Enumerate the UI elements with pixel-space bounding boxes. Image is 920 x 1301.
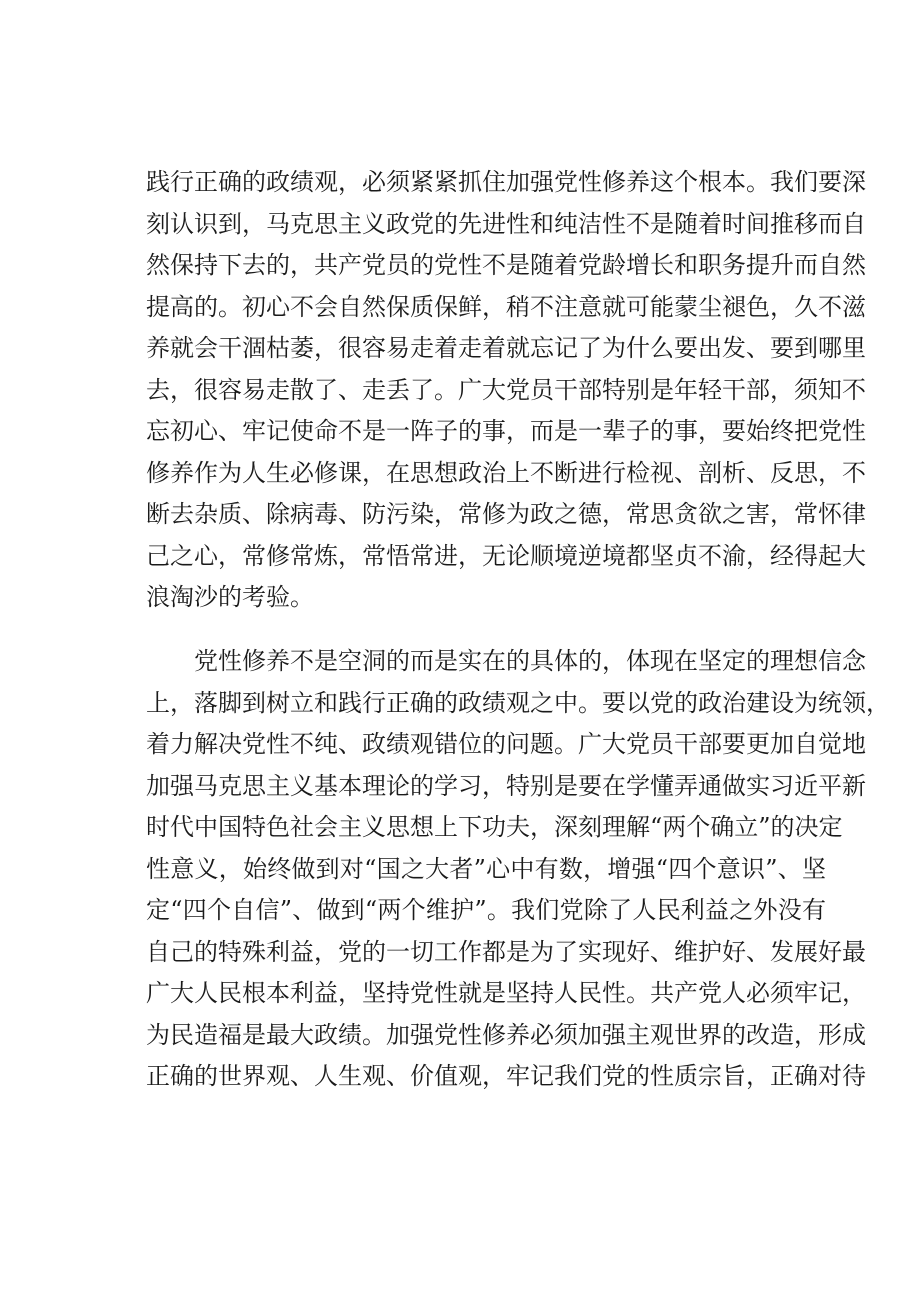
text-line: 断去杂质、除病毒、防污染，常修为政之德，常思贪欲之害，常怀律 xyxy=(146,500,866,528)
text-line: 正确的世界观、人生观、价值观，牢记我们党的性质宗旨，正确对待 xyxy=(146,1062,866,1090)
text-line: 去，很容易走散了、走丢了。广大党员干部特别是年轻干部，须知不 xyxy=(146,375,866,404)
text-line: 加强马克思主义基本理论的学习，特别是要在学懂弄通做实习近平新 xyxy=(146,771,866,800)
paragraph-2 xyxy=(146,641,890,1098)
text-line: 刻认识到，马克思主义政党的先进性和纯洁性不是随着时间推移而自 xyxy=(146,209,866,238)
text-line: 党性修养不是空洞的而是实在的具体的，体现在坚定的理想信念 xyxy=(194,647,866,675)
text-line: 着力解决党性不纯、政绩观错位的问题。广大党员干部要更加自觉地 xyxy=(146,730,866,758)
text-line: 浪淘沙的考验。 xyxy=(146,583,314,611)
text-line: 广大人民根本利益，坚持党性就是坚持人民性。共产党人必须牢记， xyxy=(146,979,866,1007)
text-line: 性意义，始终做到对“国之大者”心中有数，增强“四个意识”、坚 xyxy=(146,854,826,883)
text-line: 为民造福是最大政绩。加强党性修养必须加强主观世界的改造，形成 xyxy=(146,1020,866,1049)
text-line: 养就会干涸枯萎，很容易走着走着就忘记了为什么要出发、要到哪里 xyxy=(146,334,866,362)
text-line: 定“四个自信”、做到“两个维护”。我们党除了人民利益之外没有 xyxy=(146,896,826,924)
text-line: 提高的。初心不会自然保质保鲜，稍不注意就可能蒙尘褪色，久不滋 xyxy=(146,292,866,321)
text-line: 修养作为人生必修课，在思想政治上不断进行检视、剖析、反思，不 xyxy=(146,458,866,487)
text-line: 然保持下去的，共产党员的党性不是随着党龄增长和职务提升而自然 xyxy=(146,251,866,279)
text-line: 忘初心、牢记使命不是一阵子的事，而是一辈子的事，要始终把党性 xyxy=(146,417,866,445)
text-line: 践行正确的政绩观，必须紧紧抓住加强党性修养这个根本。我们要深 xyxy=(146,168,866,196)
text-line: 己之心，常修常炼，常悟常进，无论顺境逆境都坚贞不渝，经得起大 xyxy=(146,541,866,570)
text-line: 时代中国特色社会主义思想上下功夫，深刻理解“两个确立”的决定 xyxy=(146,813,843,841)
text-line: 上，落脚到树立和践行正确的政绩观之中。要以党的政治建设为统领， xyxy=(146,688,890,717)
text-line: 自己的特殊利益，党的一切工作都是为了实现好、维护好、发展好最 xyxy=(146,937,866,966)
paragraph-1 xyxy=(146,162,866,619)
